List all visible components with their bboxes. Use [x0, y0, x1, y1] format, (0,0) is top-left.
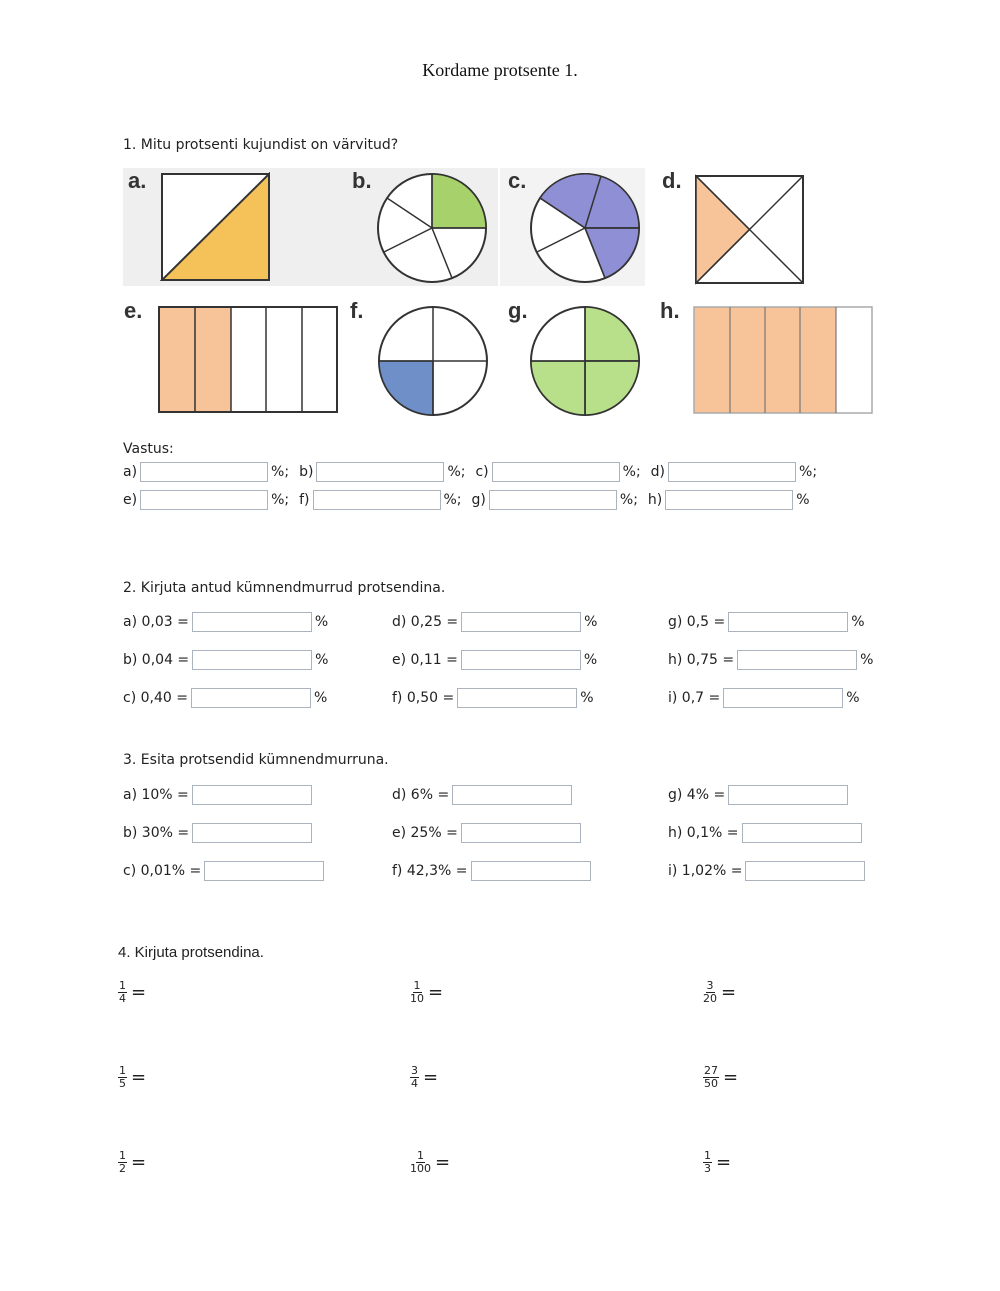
denominator: 2 [119, 1162, 126, 1175]
task3-item-b [123, 823, 315, 843]
shape-label-d: d. [662, 168, 682, 193]
percent-sign: % [846, 690, 860, 706]
task3-item-g [668, 785, 851, 805]
answer-label-e: e) [123, 492, 138, 508]
task3-item-d [392, 785, 575, 805]
task3-heading: 3. Esita protsendid kümnendmurruna. [123, 752, 389, 768]
answer-row-1 [123, 462, 817, 482]
answer-input-b[interactable] [316, 462, 444, 482]
numerator: 1 [417, 1149, 424, 1162]
percent-sign: %; [622, 464, 641, 480]
item-label: d) 0,25 = [392, 614, 459, 630]
numerator: 1 [704, 1149, 711, 1162]
denominator: 10 [410, 992, 424, 1005]
answer-label-c: c) [475, 464, 489, 480]
answer-input-d[interactable] [668, 462, 796, 482]
item-label: g) 0,5 = [668, 614, 726, 630]
answer-input-g[interactable] [489, 490, 617, 510]
item-label: h) 0,75 = [668, 652, 735, 668]
denominator: 3 [704, 1162, 711, 1175]
numerator: 1 [119, 1149, 126, 1162]
answer-input[interactable] [737, 650, 857, 670]
item-label: d) 6% = [392, 787, 450, 803]
item-label: c) 0,40 = [123, 690, 188, 706]
task4-heading: 4. Kirjuta protsendina. [118, 944, 264, 961]
answer-input[interactable] [461, 823, 581, 843]
item-label: f) 0,50 = [392, 690, 455, 706]
item-label: f) 42,3% = [392, 863, 468, 879]
shape-label-c: c. [508, 168, 527, 193]
denominator: 20 [703, 992, 717, 1005]
shape-label-a: a. [128, 168, 147, 193]
item-label: b) 30% = [123, 825, 190, 841]
answer-input[interactable] [461, 650, 581, 670]
shape-label-b: b. [352, 168, 372, 193]
shape-b-circle-fifths [376, 172, 488, 284]
numerator: 3 [706, 979, 714, 992]
percent-sign: % [580, 690, 594, 706]
shape-g-circle-quarters-green [529, 305, 641, 417]
answer-label-f: f) [299, 492, 310, 508]
fraction-1-3 [703, 1150, 731, 1175]
task2-item-b [123, 650, 328, 670]
equals-sign: = [423, 1067, 439, 1088]
task2-item-d [392, 612, 597, 632]
shape-label-e: e. [124, 298, 143, 323]
shape-label-h: h. [660, 298, 680, 323]
answer-input[interactable] [461, 612, 581, 632]
shape-f-circle-quarters [377, 305, 489, 417]
percent-sign: %; [443, 492, 462, 508]
percent-sign: % [583, 652, 598, 668]
item-label: a) 10% = [123, 787, 189, 803]
numerator: 27 [704, 1064, 718, 1077]
percent-sign: % [315, 652, 329, 668]
fraction-1-100 [410, 1150, 450, 1175]
answer-label-b: b) [299, 464, 314, 480]
item-label: e) 25% = [392, 825, 458, 841]
answer-input[interactable] [192, 612, 312, 632]
item-label: g) 4% = [668, 787, 726, 803]
answer-input[interactable] [192, 785, 312, 805]
fraction-27-50 [703, 1065, 738, 1090]
task2-item-i [668, 688, 860, 708]
answer-label-h: h) [647, 492, 663, 508]
answer-input[interactable] [457, 688, 577, 708]
answer-input-e[interactable] [140, 490, 268, 510]
answer-input[interactable] [452, 785, 572, 805]
answer-input-a[interactable] [140, 462, 268, 482]
denominator: 50 [704, 1077, 718, 1090]
percent-sign: % [851, 614, 865, 630]
percent-sign: % [313, 690, 328, 706]
equals-sign: = [723, 1067, 739, 1088]
task3-item-e [392, 823, 584, 843]
item-label: h) 0,1% = [668, 825, 739, 841]
task2-item-e [392, 650, 597, 670]
percent-sign: %; [271, 464, 290, 480]
shape-label-g: g. [508, 298, 528, 323]
task1-heading: 1. Mitu protsenti kujundist on värvitud? [123, 137, 399, 153]
task2-item-c [123, 688, 327, 708]
item-label: e) 0,11 = [392, 652, 458, 668]
equals-sign: = [131, 1152, 147, 1173]
item-label: i) 0,7 = [668, 690, 721, 706]
percent-sign: % [796, 492, 810, 508]
answer-input[interactable] [728, 785, 848, 805]
fraction-1-2 [118, 1150, 146, 1175]
task3-item-a [123, 785, 315, 805]
answer-label-d: d) [650, 464, 666, 480]
percent-sign: % [584, 614, 598, 630]
answer-input[interactable] [471, 861, 591, 881]
task2-heading: 2. Kirjuta antud kümnendmurrud protsendina. [123, 580, 446, 596]
answer-input[interactable] [723, 688, 843, 708]
task3-item-c [123, 861, 327, 881]
denominator: 4 [119, 992, 126, 1005]
shape-e-rectangle-fifths [157, 305, 339, 415]
task3-item-i [668, 861, 868, 881]
answer-input[interactable] [192, 650, 312, 670]
percent-sign: % [314, 614, 329, 630]
equals-sign: = [435, 1152, 451, 1173]
fraction-1-10 [410, 980, 443, 1005]
percent-sign: %; [619, 492, 638, 508]
answer-input[interactable] [742, 823, 862, 843]
fraction-1-5 [118, 1065, 146, 1090]
answer-input[interactable] [204, 861, 324, 881]
numerator: 1 [413, 979, 421, 992]
shape-h-rectangle-fifths [692, 305, 874, 417]
percent-sign: %; [271, 492, 290, 508]
page-title: Kordame protsente 1. [422, 60, 578, 80]
numerator: 1 [119, 979, 126, 992]
task3-item-f [392, 861, 594, 881]
answer-input[interactable] [745, 861, 865, 881]
task2-item-a [123, 612, 328, 632]
answer-label: Vastus: [123, 441, 174, 457]
equals-sign: = [721, 982, 737, 1003]
equals-sign: = [428, 982, 444, 1003]
answer-input[interactable] [191, 688, 311, 708]
answer-input-c[interactable] [492, 462, 620, 482]
answer-input-f[interactable] [313, 490, 441, 510]
item-label: i) 1,02% = [668, 863, 743, 879]
item-label: b) 0,04 = [123, 652, 190, 668]
fraction-3-4 [410, 1065, 438, 1090]
answer-input-h[interactable] [665, 490, 793, 510]
numerator: 1 [119, 1064, 126, 1077]
task2-item-f [392, 688, 594, 708]
task2-item-g [668, 612, 865, 632]
shape-d-square-quarters [694, 174, 806, 286]
equals-sign: = [131, 982, 147, 1003]
percent-sign: %; [447, 464, 466, 480]
task3-item-h [668, 823, 865, 843]
fraction-3-20 [703, 980, 736, 1005]
answer-row-2 [123, 490, 810, 510]
numerator: 3 [411, 1064, 418, 1077]
equals-sign: = [716, 1152, 732, 1173]
shape-a-square-diagonal [160, 172, 272, 282]
denominator: 4 [411, 1077, 418, 1090]
shape-c-circle-purple [529, 172, 641, 284]
answer-label-a: a) [123, 464, 138, 480]
answer-label-g: g) [471, 492, 486, 508]
answer-input[interactable] [728, 612, 848, 632]
item-label: a) 0,03 = [123, 614, 189, 630]
percent-sign: % [860, 652, 874, 668]
percent-sign: %; [799, 464, 818, 480]
fraction-1-4 [118, 980, 146, 1005]
denominator: 100 [410, 1162, 431, 1175]
denominator: 5 [119, 1077, 126, 1090]
shape-label-f: f. [350, 298, 364, 323]
item-label: c) 0,01% = [123, 863, 202, 879]
equals-sign: = [131, 1067, 147, 1088]
answer-input[interactable] [192, 823, 312, 843]
task2-item-h [668, 650, 873, 670]
